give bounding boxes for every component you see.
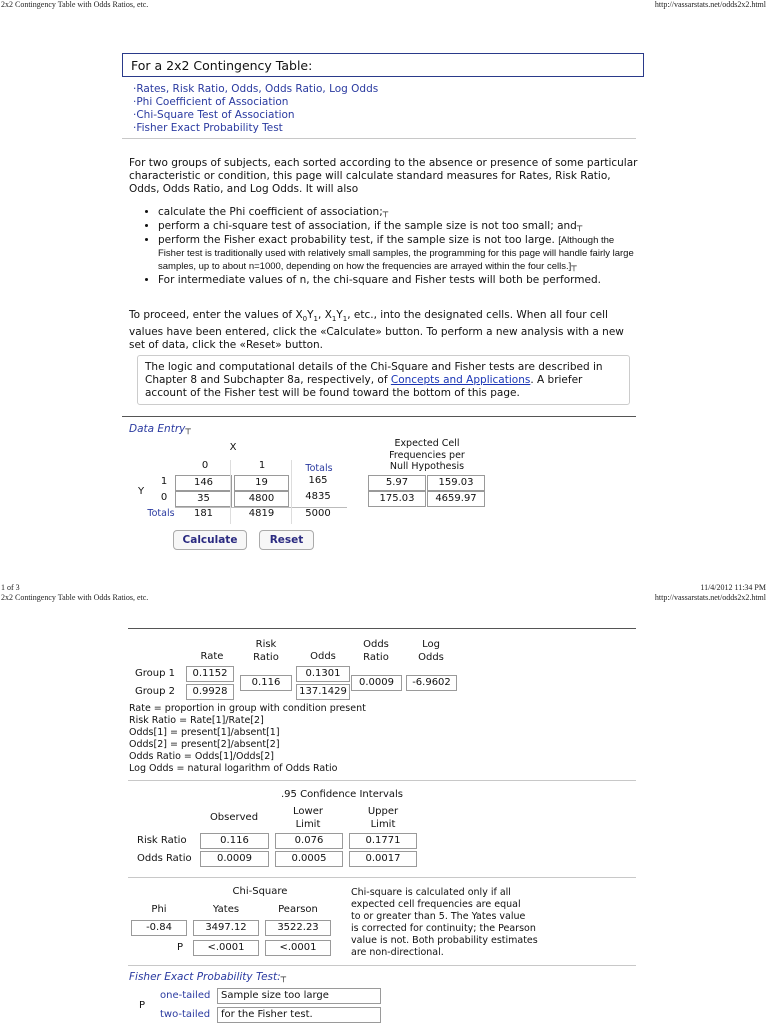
definitions: Rate = proportion in group with condition present Risk Ratio = Rate[1]/Rate[2] Odds[1] = present[1]/absent[1] Odds[2] = present[2]/absent[2] Odds Ratio = Odds[1]/Odds[2] Log Odds = natural logarithm of Odds Ratio: [129, 703, 366, 774]
yates-p: <.0001: [193, 940, 259, 956]
lower-limit-header: Lower Limit: [293, 806, 323, 830]
ci-risk-lower: 0.076: [275, 833, 343, 849]
rate-2: 0.9928: [186, 684, 234, 700]
divider: [128, 877, 636, 878]
phi-value: -0.84: [131, 920, 187, 936]
p-label: P: [177, 942, 184, 953]
feature-list: [147, 206, 637, 287]
col-totals-label: Totals: [305, 463, 333, 474]
cell-x1-y1-input[interactable]: 19: [234, 475, 289, 491]
intro-text: For two groups of subjects, each sorted according to the absence or presence of some particular characteristic or condition, this page will calculate standard measures for Rates, Risk Ratio, Odds, Odds Ratio, and Log Odds. It will also: [129, 157, 638, 195]
reset-button[interactable]: Reset: [259, 530, 314, 550]
y-label: Y: [137, 486, 145, 497]
odds-1: 0.1301: [296, 666, 350, 682]
expected-x1-y1: 159.03: [427, 475, 485, 491]
print-header-title: 2x2 Contingency Table with Odds Ratios, etc.: [1, 0, 149, 9]
concepts-link[interactable]: Concepts and Applications: [390, 374, 531, 386]
list-item: • For intermediate values of n, the chi-square and Fisher tests will both be performed.: [158, 274, 637, 287]
yates-value: 3497.12: [193, 920, 259, 936]
row-0-total: 4835: [305, 491, 331, 502]
rate-header: Rate: [200, 651, 224, 662]
upper-limit-header: Upper Limit: [367, 806, 399, 830]
chi-square-note: Chi-square is calculated only if all expected cell frequencies are equal to or greater than 5. The Yates value is corrected for continuity; the Pearson value is not. Both probability estimates are non-directional.: [351, 887, 538, 958]
toc-item-chi-square[interactable]: ·Chi-Square Test of Association: [133, 109, 295, 121]
toc-item-rates[interactable]: ·Rates, Risk Ratio, Odds, Odds Ratio, Log Odds: [133, 83, 379, 95]
divider: [122, 138, 636, 139]
ci-odds-lower: 0.0005: [275, 851, 343, 867]
data-entry-title: Data Entry┬: [129, 423, 191, 435]
odds-ratio-value: 0.0009: [351, 675, 402, 691]
toc: [133, 83, 378, 135]
phi-header: Phi: [151, 904, 167, 915]
toc-item-fisher[interactable]: ·Fisher Exact Probability Test: [133, 122, 283, 134]
ci-row-label: Risk Ratio: [137, 835, 187, 846]
cell-x1-y0-input[interactable]: 4800: [234, 491, 289, 507]
pearson-value: 3522.23: [265, 920, 331, 936]
one-tailed-label: one-tailed: [160, 990, 211, 1001]
divider: [128, 780, 636, 781]
logic-box: The logic and computational details of the Chi-Square and Fisher tests are described in Chapter 8 and Subchapter 8a, respectively, of Concepts and Applications. A briefer account of the Fisher test will be found toward the bottom of this page.: [137, 355, 630, 405]
list-item: • calculate the Phi coefficient of association;┬: [158, 206, 637, 220]
col-1-total: 4819: [248, 508, 275, 519]
odds-ratio-header: Odds Ratio: [363, 639, 389, 663]
expected-x1-y0: 4659.97: [427, 491, 485, 507]
col-1-label: 1: [258, 460, 266, 471]
row-totals-label: Totals: [147, 508, 175, 519]
row-1-label: 1: [160, 476, 168, 487]
one-tailed-value: Sample size too large: [217, 988, 381, 1004]
divider: [128, 628, 636, 629]
print-footer-datetime: 11/4/2012 11:34 PM: [700, 583, 766, 592]
risk-ratio-header: Risk Ratio: [253, 639, 279, 663]
banner-title: For a 2x2 Contingency Table:: [131, 58, 313, 73]
col-0-label: 0: [201, 460, 209, 471]
ci-risk-observed: 0.116: [200, 833, 269, 849]
two-tailed-value: for the Fisher test.: [217, 1007, 381, 1023]
group-2-label: Group 2: [135, 686, 175, 697]
expected-x0-y1: 5.97: [368, 475, 426, 491]
odds-header: Odds: [310, 651, 336, 662]
page-banner: [122, 53, 644, 77]
proceed-text: To proceed, enter the values of $X_0Y_1$, $X_1Y_1$, etc., into the designated cells. When all four cell values have been entered, click the «Calculate» button. To perform a new analysis with a new set of data, click the «Reset» button.: [129, 309, 624, 352]
ci-odds-upper: 0.0017: [349, 851, 417, 867]
row-0-label: 0: [160, 492, 168, 503]
divider: [122, 416, 636, 417]
divider: [291, 460, 292, 524]
row-1-total: 165: [308, 475, 328, 486]
observed-header: Observed: [209, 812, 259, 823]
print-header-url: http://vassarstats.net/odds2x2.html: [654, 593, 766, 602]
expected-title: Expected Cell Frequencies per Null Hypothesis: [389, 438, 465, 472]
toc-item-phi[interactable]: ·Phi Coefficient of Association: [133, 96, 289, 108]
ci-odds-observed: 0.0009: [200, 851, 269, 867]
print-footer-page: 1 of 3: [1, 583, 20, 592]
yates-header: Yates: [212, 904, 240, 915]
divider: [128, 965, 636, 966]
fisher-p-label: P: [139, 1000, 146, 1011]
list-item: • perform the Fisher exact probability test, if the sample size is not too large. [Although the Fisher test is traditionally used with relatively small samples, the programming for this page will handle fairly large samples, up to about n=1000, depending on how the frequencies are arrayed within the four cells.]┬: [158, 234, 637, 274]
print-header-title: 2x2 Contingency Table with Odds Ratios, etc.: [1, 593, 149, 602]
print-header-url: http://vassarstats.net/odds2x2.html: [654, 0, 766, 9]
pearson-p: <.0001: [265, 940, 331, 956]
divider: [230, 460, 231, 524]
ci-row-label: Odds Ratio: [137, 853, 192, 864]
two-tailed-label: two-tailed: [160, 1009, 211, 1020]
col-0-total: 181: [193, 508, 214, 519]
ci-risk-upper: 0.1771: [349, 833, 417, 849]
cell-x0-y0-input[interactable]: 35: [175, 491, 232, 507]
grand-total: 5000: [305, 508, 331, 519]
x-label: X: [229, 442, 237, 453]
rate-1: 0.1152: [186, 666, 234, 682]
log-odds-header: Log Odds: [418, 639, 444, 663]
list-item: • perform a chi-square test of association, if the sample size is not too small; and┬: [158, 220, 637, 234]
cell-x0-y1-input[interactable]: 146: [175, 475, 232, 491]
calculate-button[interactable]: Calculate: [173, 530, 247, 550]
log-odds-value: -6.9602: [406, 675, 457, 691]
fisher-title: Fisher Exact Probability Test:┬: [129, 971, 287, 983]
ci-title: .95 Confidence Intervals: [281, 789, 403, 800]
risk-ratio-value: 0.116: [240, 675, 292, 691]
chi-square-title: Chi-Square: [232, 886, 288, 897]
pearson-header: Pearson: [278, 904, 318, 915]
odds-2: 137.1429: [296, 684, 350, 700]
group-1-label: Group 1: [135, 668, 175, 679]
expected-x0-y0: 175.03: [368, 491, 426, 507]
